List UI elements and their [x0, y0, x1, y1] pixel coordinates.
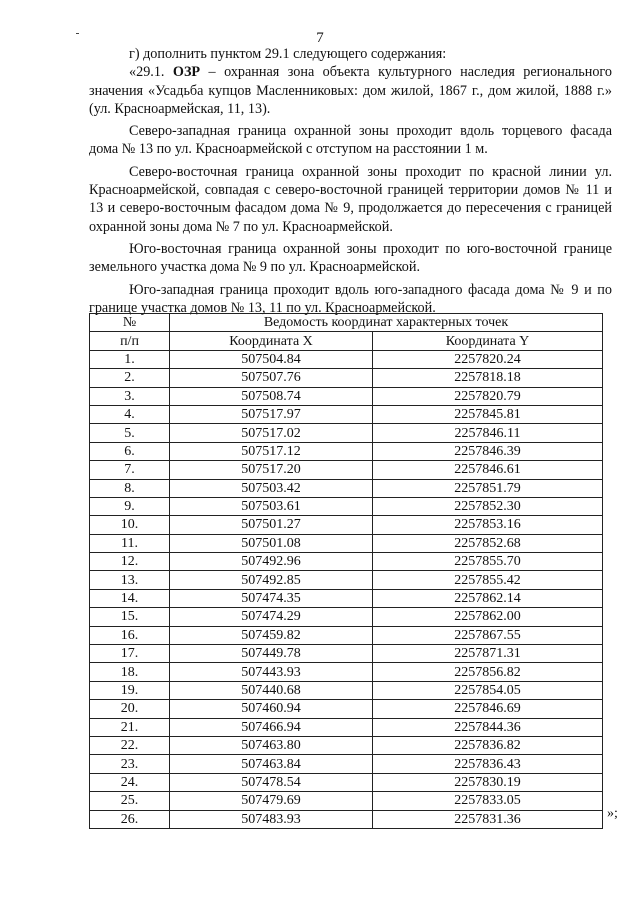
page-number: 7 [316, 30, 324, 46]
intro-paragraph: г) дополнить пунктом 29.1 следующего содержания: [129, 46, 447, 62]
header-title: Ведомость координат характерных точек [170, 314, 603, 332]
row-number-cell: 26. [90, 810, 170, 828]
coordinate-x-cell: 507503.42 [170, 479, 373, 497]
coordinate-x-cell: 507508.74 [170, 387, 373, 405]
table-row [90, 571, 603, 589]
coordinate-y-cell: 2257852.68 [373, 534, 603, 552]
table-row [90, 645, 603, 663]
table-row [90, 681, 603, 699]
coordinate-y-cell: 2257836.43 [373, 755, 603, 773]
coordinate-y-cell: 2257836.82 [373, 736, 603, 754]
coordinate-x-cell: 507463.80 [170, 736, 373, 754]
row-number-cell: 4. [90, 405, 170, 423]
coordinate-y-cell: 2257831.36 [373, 810, 603, 828]
coordinate-y-cell: 2257855.70 [373, 553, 603, 571]
coordinate-x-cell: 507517.97 [170, 405, 373, 423]
row-number-cell: 20. [90, 700, 170, 718]
table-row [90, 663, 603, 681]
table-row [90, 810, 603, 828]
coordinate-x-cell: 507503.61 [170, 497, 373, 515]
table-row [90, 442, 603, 460]
row-number-cell: 15. [90, 608, 170, 626]
row-number-cell: 12. [90, 553, 170, 571]
coordinate-y-cell: 2257854.05 [373, 681, 603, 699]
coordinate-x-cell: 507478.54 [170, 773, 373, 791]
table-row [90, 479, 603, 497]
coordinate-y-cell: 2257820.79 [373, 387, 603, 405]
coordinate-y-cell: 2257871.31 [373, 645, 603, 663]
northeast-boundary-paragraph: Северо-восточная граница охранной зоны проходит по красной линии ул. Красноармейской, совпадая с северо-восточной границей территории домов № 11 и 13 и северо-восточным фасадом дома № 9, продолжается до пересечения с границей охранной зоны дома № 7 по ул. Красноармейской. [89, 163, 612, 235]
coordinates-table-body [90, 350, 603, 828]
table-row [90, 497, 603, 515]
coordinate-y-cell: 2257846.61 [373, 461, 603, 479]
table-row [90, 608, 603, 626]
header-number-bottom: п/п [90, 332, 170, 350]
row-number-cell: 3. [90, 387, 170, 405]
coordinate-x-cell: 507483.93 [170, 810, 373, 828]
coordinate-y-cell: 2257830.19 [373, 773, 603, 791]
coordinate-x-cell: 507501.27 [170, 516, 373, 534]
row-number-cell: 1. [90, 350, 170, 368]
coordinate-x-cell: 507440.68 [170, 681, 373, 699]
row-number-cell: 25. [90, 792, 170, 810]
row-number-cell: 21. [90, 718, 170, 736]
table-row [90, 405, 603, 423]
coordinate-x-cell: 507479.69 [170, 792, 373, 810]
table-row [90, 387, 603, 405]
southwest-boundary-paragraph: Юго-западная граница проходит вдоль юго-западного фасада дома № 9 и по границе участка домов № 13, 11 по ул. Красноармейской. [89, 281, 612, 316]
coordinate-y-cell: 2257853.16 [373, 516, 603, 534]
row-number-cell: 6. [90, 442, 170, 460]
coordinate-x-cell: 507474.29 [170, 608, 373, 626]
coordinate-x-cell: 507460.94 [170, 700, 373, 718]
header-coordinate-y: Координата Y [373, 332, 603, 350]
zone-code: ОЗР [172, 64, 201, 81]
row-number-cell: 2. [90, 369, 170, 387]
header-coordinate-x: Координата X [170, 332, 373, 350]
coordinate-x-cell: 507459.82 [170, 626, 373, 644]
coordinate-x-cell: 507517.12 [170, 442, 373, 460]
coordinates-table [89, 313, 603, 829]
southeast-boundary-paragraph: Юго-восточная граница охранной зоны проходит по юго-восточной границе земельного участка дома № 9 по ул. Красноармейской. [89, 240, 612, 276]
table-row [90, 369, 603, 387]
coordinate-y-cell: 2257851.79 [373, 479, 603, 497]
coordinate-x-cell: 507517.02 [170, 424, 373, 442]
table-row [90, 773, 603, 791]
row-number-cell: 14. [90, 589, 170, 607]
northwest-boundary-paragraph: Северо-западная граница охранной зоны проходит вдоль торцевого фасада дома № 13 по ул. Красноармейской с отступом на расстоянии 1 м. [89, 123, 612, 158]
header-number-top: № [90, 314, 170, 332]
row-number-cell: 24. [90, 773, 170, 791]
row-number-cell: 23. [90, 755, 170, 773]
coordinate-y-cell: 2257856.82 [373, 663, 603, 681]
row-number-cell: 13. [90, 571, 170, 589]
coordinate-y-cell: 2257852.30 [373, 497, 603, 515]
table-row [90, 589, 603, 607]
table-row [90, 755, 603, 773]
coordinate-x-cell: 507501.08 [170, 534, 373, 552]
coordinate-x-cell: 507443.93 [170, 663, 373, 681]
row-number-cell: 17. [90, 645, 170, 663]
row-number-cell: 18. [90, 663, 170, 681]
coordinate-x-cell: 507466.94 [170, 718, 373, 736]
row-number-cell: 10. [90, 516, 170, 534]
coordinate-y-cell: 2257867.55 [373, 626, 603, 644]
coordinate-y-cell: 2257862.14 [373, 589, 603, 607]
clause-text: – охранная зона объекта культурного наследия регионального значения «Усадьба купцов Масленниковых: дом жилой, 1867 г., дом жилой, 1888 г.» (ул. Красноармейская, 11, 13). [89, 64, 612, 117]
table-row [90, 792, 603, 810]
row-number-cell: 8. [90, 479, 170, 497]
coordinate-x-cell: 507504.84 [170, 350, 373, 368]
coordinate-x-cell: 507492.85 [170, 571, 373, 589]
row-number-cell: 19. [90, 681, 170, 699]
coordinate-x-cell: 507517.20 [170, 461, 373, 479]
table-row [90, 461, 603, 479]
row-number-cell: 11. [90, 534, 170, 552]
coordinate-y-cell: 2257862.00 [373, 608, 603, 626]
coordinate-y-cell: 2257846.11 [373, 424, 603, 442]
clause-29-1-paragraph [89, 63, 612, 118]
table-row [90, 424, 603, 442]
coordinate-x-cell: 507449.78 [170, 645, 373, 663]
table-row [90, 736, 603, 754]
table-row [90, 626, 603, 644]
coordinate-y-cell: 2257818.18 [373, 369, 603, 387]
coordinate-y-cell: 2257845.81 [373, 405, 603, 423]
row-number-cell: 22. [90, 736, 170, 754]
clause-number: «29.1. [129, 64, 165, 81]
table-row [90, 534, 603, 552]
table-row [90, 516, 603, 534]
coordinate-x-cell: 507492.96 [170, 553, 373, 571]
table-row [90, 553, 603, 571]
closing-quote-mark: »; [607, 806, 618, 821]
coordinate-y-cell: 2257833.05 [373, 792, 603, 810]
coordinate-x-cell: 507463.84 [170, 755, 373, 773]
coordinate-y-cell: 2257844.36 [373, 718, 603, 736]
row-number-cell: 5. [90, 424, 170, 442]
table-row [90, 350, 603, 368]
row-number-cell: 16. [90, 626, 170, 644]
coordinate-y-cell: 2257846.69 [373, 700, 603, 718]
amendment-text [89, 45, 612, 317]
coordinate-y-cell: 2257846.39 [373, 442, 603, 460]
coordinate-x-cell: 507474.35 [170, 589, 373, 607]
coordinate-y-cell: 2257820.24 [373, 350, 603, 368]
row-number-cell: 7. [90, 461, 170, 479]
coordinate-x-cell: 507507.76 [170, 369, 373, 387]
coordinate-y-cell: 2257855.42 [373, 571, 603, 589]
table-row [90, 718, 603, 736]
row-number-cell: 9. [90, 497, 170, 515]
table-row [90, 700, 603, 718]
